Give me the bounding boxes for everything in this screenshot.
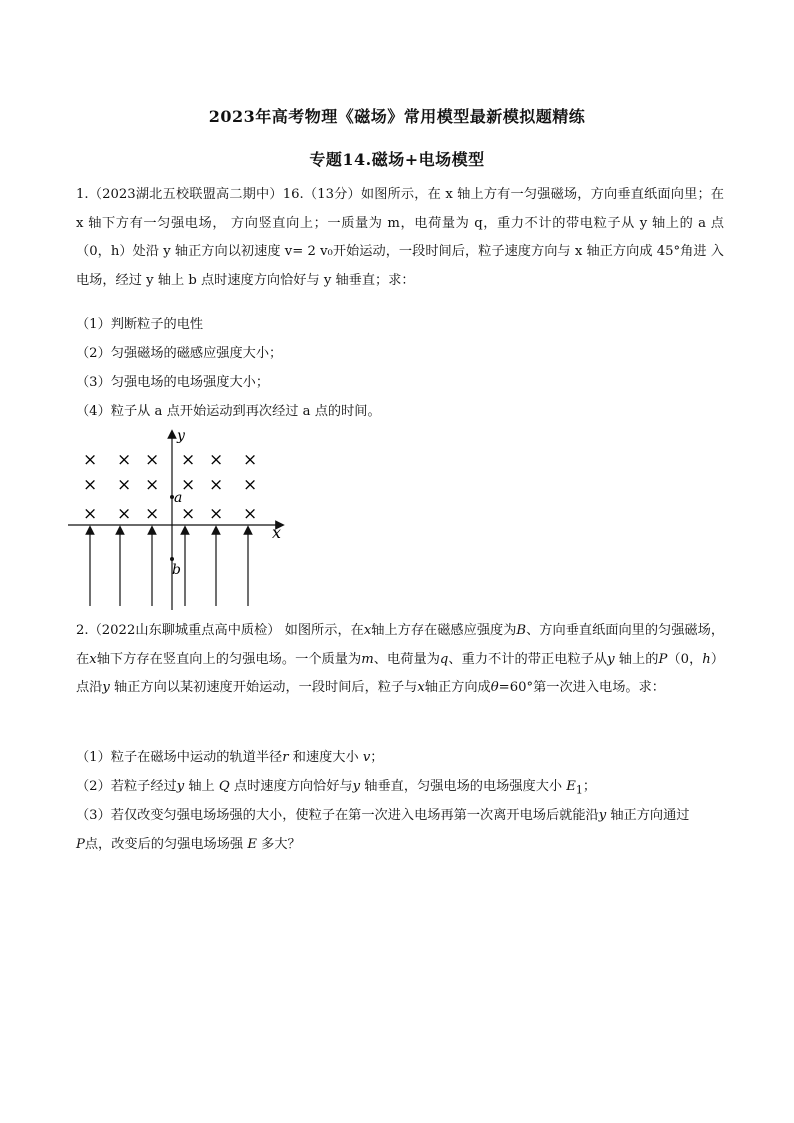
field-cross-1-5: × [243,475,258,495]
question-2-stem: 2.（2022山东聊城重点高中质检） 如图所示，在x轴上方存在磁感应强度为B、方向垂直纸面向里的匀强磁场，在x轴下方存在竖直向上的匀强电场。一个质量为m、电荷量为q、重力不计的带正电粒子从y 轴上的P（0，h）点沿y 轴正方向以某初速度开始运动，一段时间后，粒子与x轴正方向成θ=60°第一次进入电场。求： [76,623,725,696]
magnetic-field-crosses [83,450,257,524]
question-2-item-3-continued: P点，改变后的匀强电场场强 E 多大？ [76,837,301,852]
field-diagram [68,428,308,613]
question-2-item-3: （3）若仅改变匀强电场场强的大小，使粒子在第一次进入电场再第一次离开电场后就能沿y 轴正方向通过 [76,808,690,823]
question-2-item-2: （2）若粒子经过y 轴上 Q 点时速度方向恰好与y 轴垂直，匀强电场的电场强度大小 $E_1$； [76,779,597,797]
electric-field-lines [90,530,248,606]
field-cross-2-0: × [83,504,98,524]
field-cross-1-3: × [181,475,196,495]
x-axis-label: x [272,523,282,542]
question-1-stem: 1.（2023湖北五校联盟高二期中）16.（13分）如图所示，在 x 轴上方有一匀强磁场，方向垂直纸面向里；在 x 轴下方有一匀强电场， 方向竖直向上；一质量为 m，电荷量为 q，重力不计的带电粒子从 y 轴上的 a 点（0，h）处沿 y 轴正方向以初速度 v= 2 v₀开始运动，一段时间后，粒子速度方向与 x 轴正方向成 45°角进 入电场，经过 y 轴上 b 点时速度方向恰好与 y 轴垂直；求： [76,187,724,288]
page-title: 2023年高考物理《磁场》常用模型最新模拟题精练 [208,107,586,126]
field-cross-2-1: × [117,504,132,524]
point-a-label: a [174,490,183,506]
field-cross-1-0: × [83,475,98,495]
field-cross-2-5: × [243,504,258,524]
point-b [170,557,174,561]
field-cross-2-4: × [209,504,224,524]
field-cross-0-2: × [145,450,160,470]
question-1-item-1: （1）判断粒子的电性 [76,317,204,332]
y-axis-label: y [177,428,185,444]
field-cross-0-1: × [117,450,132,470]
field-cross-0-4: × [209,450,224,470]
point-b-label: b [172,562,181,578]
field-cross-1-4: × [209,475,224,495]
field-cross-0-3: × [181,450,196,470]
question-2-item-1: （1）粒子在磁场中运动的轨道半径r 和速度大小 v； [76,750,384,765]
field-cross-2-2: × [145,504,160,524]
field-cross-1-1: × [117,475,132,495]
field-cross-2-3: × [181,504,196,524]
page-subtitle: 专题14.磁场+电场模型 [309,150,485,169]
question-1-item-2: （2）匀强磁场的磁感应强度大小； [76,346,283,361]
field-cross-0-5: × [243,450,258,470]
field-cross-1-2: × [145,475,160,495]
field-cross-0-0: × [83,450,98,470]
question-1-item-3: （3）匀强电场的电场强度大小； [76,375,270,390]
question-1-item-4: （4）粒子从 a 点开始运动到再次经过 a 点的时间。 [76,404,381,419]
